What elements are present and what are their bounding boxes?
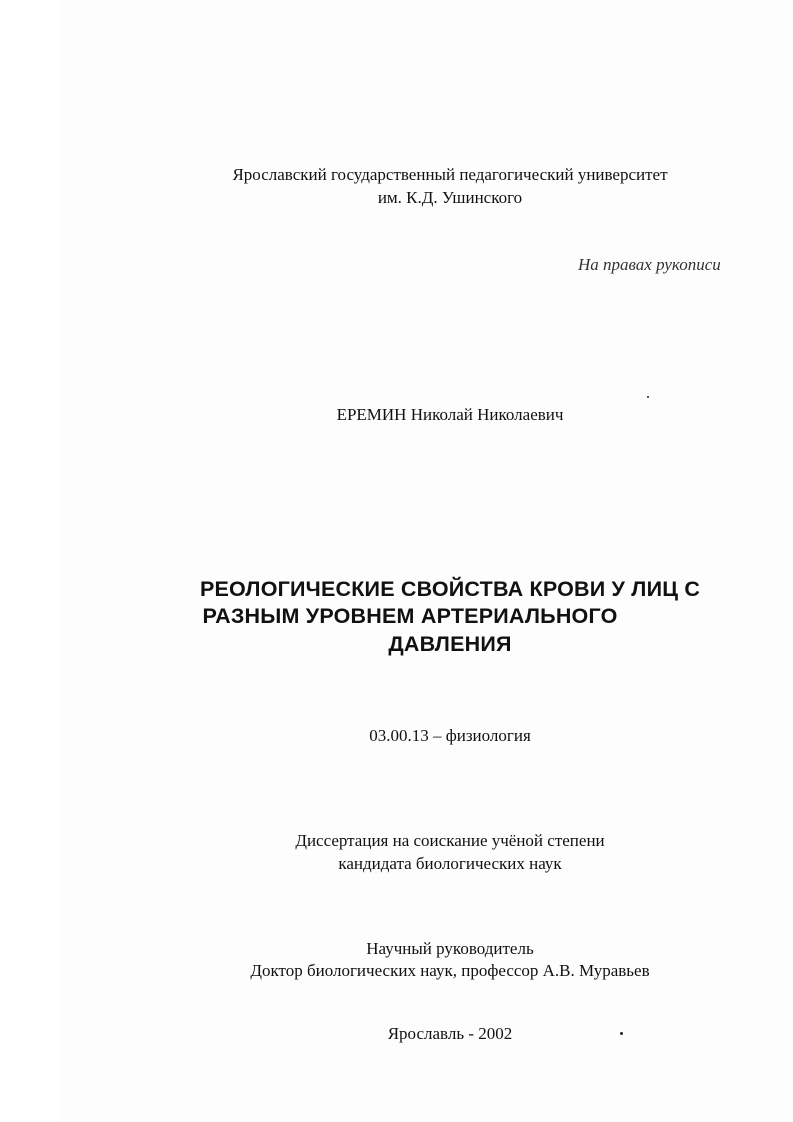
specialty-code: 03.00.13 – физиология <box>369 726 531 745</box>
scan-speck <box>620 1032 623 1035</box>
place-and-year: Ярославль - 2002 <box>387 1024 513 1043</box>
scan-speck <box>647 396 649 398</box>
supervisor-label: Научный руководитель <box>366 939 534 958</box>
supervisor-name: Доктор биологических наук, профессор А.В. Муравьев <box>250 961 650 980</box>
scan-margin <box>0 0 60 1122</box>
institution-line-1: Ярославский государственный педагогический университет <box>232 165 668 184</box>
manuscript-note: На правах рукописи <box>578 255 721 274</box>
thesis-title-line-1: РЕОЛОГИЧЕСКИЕ СВОЙСТВА КРОВИ У ЛИЦ С <box>199 577 701 601</box>
thesis-title-line-3: ДАВЛЕНИЯ <box>388 632 512 656</box>
author-name: ЕРЕМИН Николай Николаевич <box>336 405 564 424</box>
degree-line-2: кандидата биологических наук <box>338 854 562 873</box>
degree-line-1: Диссертация на соискание учёной степени <box>295 831 605 850</box>
institution-line-2: им. К.Д. Ушинского <box>377 188 523 207</box>
thesis-title-line-2: РАЗНЫМ УРОВНЕМ АРТЕРИАЛЬНОГО <box>202 604 618 628</box>
